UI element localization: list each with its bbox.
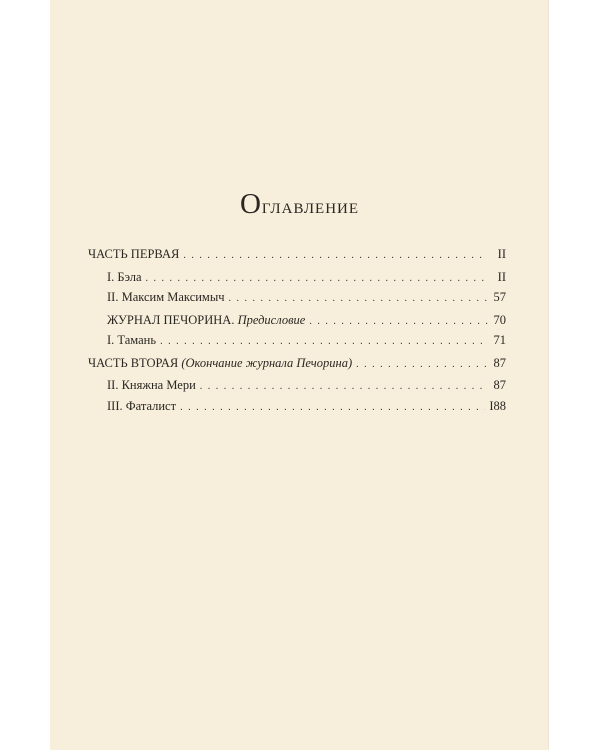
toc-entry-part-two[interactable] [88,356,506,377]
toc-entry-part-one[interactable] [88,247,506,268]
toc-entry-page: II [497,247,506,261]
toc-entry-page: 71 [493,333,506,347]
leader-dots [309,316,488,327]
leader-dots [146,273,488,284]
toc-entry-journal[interactable] [88,313,506,334]
toc-entry-taman[interactable] [88,333,506,354]
toc-entry-label: II. Княжна Мери [107,378,196,392]
table-of-contents [88,247,506,419]
title-rest: главление [261,193,360,218]
toc-entry-label: II. Максим Максимыч [107,290,225,304]
leader-dots [229,293,488,304]
toc-entry-page: 87 [493,378,506,392]
toc-entry-fatalist[interactable] [88,399,506,420]
toc-entry-knyazhna-meri[interactable] [88,378,506,399]
toc-entry-label: ЧАСТЬ ВТОРАЯ (Окончание журнала Печорина) [88,355,353,370]
toc-entry-label: III. Фаталист [107,398,177,413]
toc-entry-page: 87 [493,355,506,370]
toc-entry-maksim-maksimych[interactable] [88,290,506,311]
toc-entry-page: I88 [489,398,506,413]
book-page [50,0,549,750]
toc-entry-page: 70 [493,312,506,327]
leader-dots [356,359,488,370]
toc-entry-label: ЧАСТЬ ПЕРВАЯ [88,247,180,261]
toc-entry-page: 57 [493,290,506,304]
leader-dots [200,381,488,392]
toc-entry-page: II [497,269,506,284]
leader-dots [183,250,488,261]
leader-dots [160,336,488,347]
page-title [50,188,549,221]
toc-entry-label: I. Бэла [107,269,142,284]
leader-dots [180,402,485,413]
toc-entry-label: I. Тамань [107,333,157,347]
title-initial: О [239,188,262,220]
toc-entry-label: ЖУРНАЛ ПЕЧОРИНА. Предисловие [107,312,306,327]
toc-entry-bela[interactable] [88,270,506,291]
